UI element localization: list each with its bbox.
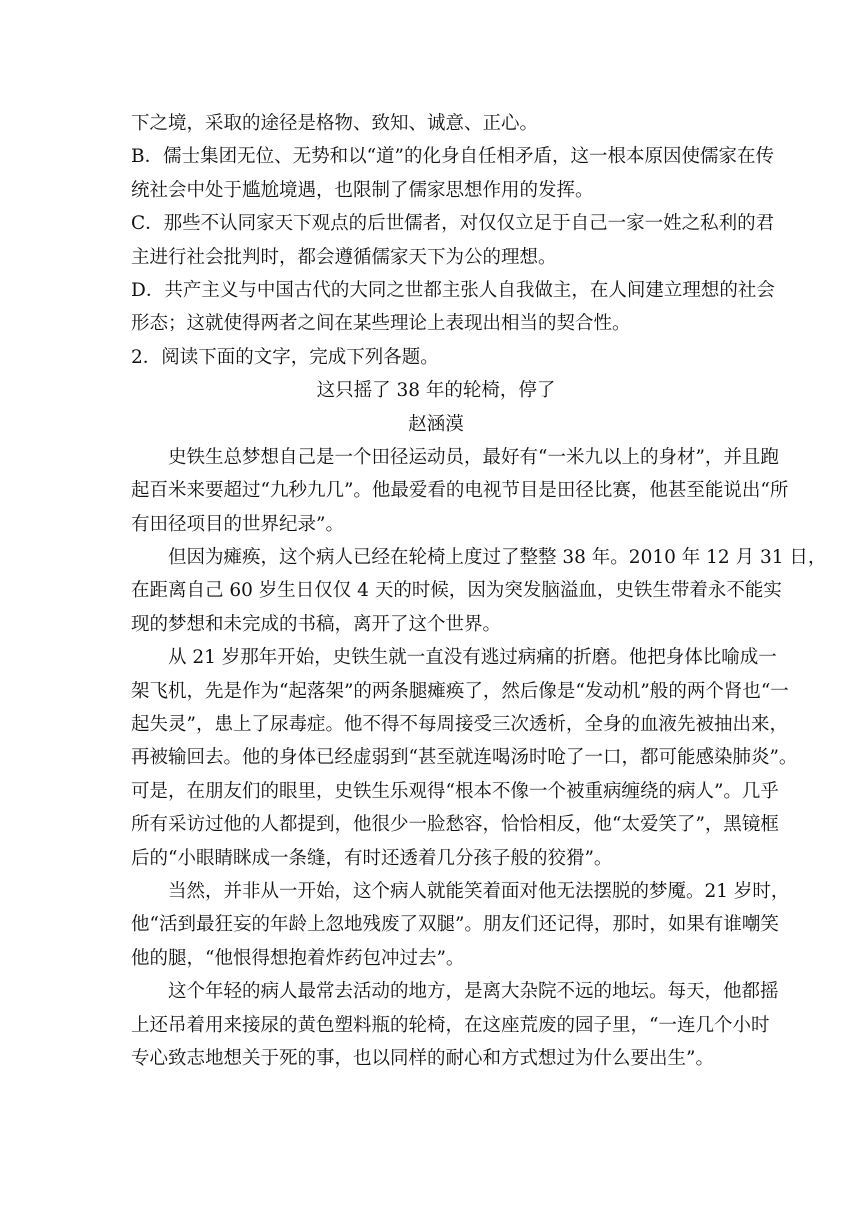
paragraph-line: 上还吊着用来接尿的黄色塑料瓶的轮椅，在这座荒废的园子里，“一连几个小时: [131, 1014, 770, 1036]
paragraph-line: 有田径项目的世界纪录”。: [131, 513, 344, 535]
text-line: 主进行社会批判时，都会遵循儒家天下为公的理想。: [131, 246, 557, 268]
paragraph-line: 当然，并非从一开始，这个病人就能笑着面对他无法摆脱的梦魇。21 岁时，: [168, 880, 790, 902]
document-body: [131, 107, 827, 1075]
question-2-prompt: 2．阅读下面的文字，完成下列各题。: [131, 346, 439, 368]
paragraph-line: 从 21 岁那年开始，史铁生就一直没有逃过病痛的折磨。他把身体比喻成一: [168, 647, 777, 669]
paragraph-line: 现的梦想和未完成的书稿，离开了这个世界。: [131, 613, 502, 635]
paragraph-line: 史铁生总梦想自己是一个田径运动员，最好有“一米九以上的身材”，并且跑: [168, 446, 779, 468]
paragraph-line: 但因为瘫痪，这个病人已经在轮椅上度过了整整 38 年。2010 年 12 月 31 日，: [168, 547, 827, 569]
article-title: 这只摇了 38 年的轮椅，停了: [316, 380, 556, 402]
paragraph-line: 他“活到最狂妄的年龄上忽地残废了双腿”。朋友们还记得，那时，如果有谁嘲笑: [131, 914, 779, 936]
option-b-line: B．儒士集团无位、无势和以“道”的化身自任相矛盾，这一根本原因使儒家在传: [131, 146, 775, 168]
option-c-line: C．那些不认同家天下观点的后世儒者，对仅仅立足于自己一家一姓之私利的君: [131, 213, 775, 235]
text-line: 统社会中处于尴尬境遇，也限制了儒家思想作用的发挥。: [131, 179, 594, 201]
paragraph-line: 所有采访过他的人都提到，他很少一脸愁容，恰恰相反，他“太爱笑了”，黑镜框: [131, 814, 779, 836]
article-author: 赵涵漠: [408, 413, 464, 435]
paragraph-line: 起百米来要超过“九秒九几”。他最爱看的电视节目是田径比赛，他甚至能说出“所: [131, 480, 789, 502]
paragraph-line: 可是，在朋友们的眼里，史铁生乐观得“根本不像一个被重病缠绕的病人”。几乎: [131, 780, 779, 802]
paragraph-line: 起失灵”，患上了尿毒症。他不得不每周接受三次透析，全身的血液先被抽出来，: [131, 714, 788, 736]
paragraph-line: 这个年轻的病人最常去活动的地方，是离大杂院不远的地坛。每天，他都摇: [168, 981, 779, 1003]
paragraph-line: 他的腿，“他恨得想抱着炸药包冲过去”。: [131, 947, 465, 969]
paragraph-line: 在距离自己 60 岁生日仅仅 4 天的时候，因为突发脑溢血，史铁生带着永不能实: [131, 580, 782, 602]
paragraph-line: 专心致志地想关于死的事，也以同样的耐心和方式想过为什么要出生”。: [131, 1047, 714, 1069]
option-d-line: D．共产主义与中国古代的大同之世都主张人自我做主，在人间建立理想的社会: [131, 279, 775, 301]
paragraph-line: 架飞机，先是作为“起落架”的两条腿瘫痪了，然后像是“发动机”般的两个肾也“一: [131, 680, 789, 702]
paragraph-line: 后的“小眼睛眯成一条缝，有时还透着几分孩子般的狡猾”。: [131, 847, 613, 869]
paragraph-line: 再被输回去。他的身体已经虚弱到“甚至就连喝汤时呛了一口，都可能感染肺炎”。: [131, 747, 798, 769]
text-line: 形态；这就使得两者之间在某些理论上表现出相当的契合性。: [131, 313, 631, 335]
text-line: 下之境，采取的途径是格物、致知、诚意、正心。: [131, 113, 539, 134]
